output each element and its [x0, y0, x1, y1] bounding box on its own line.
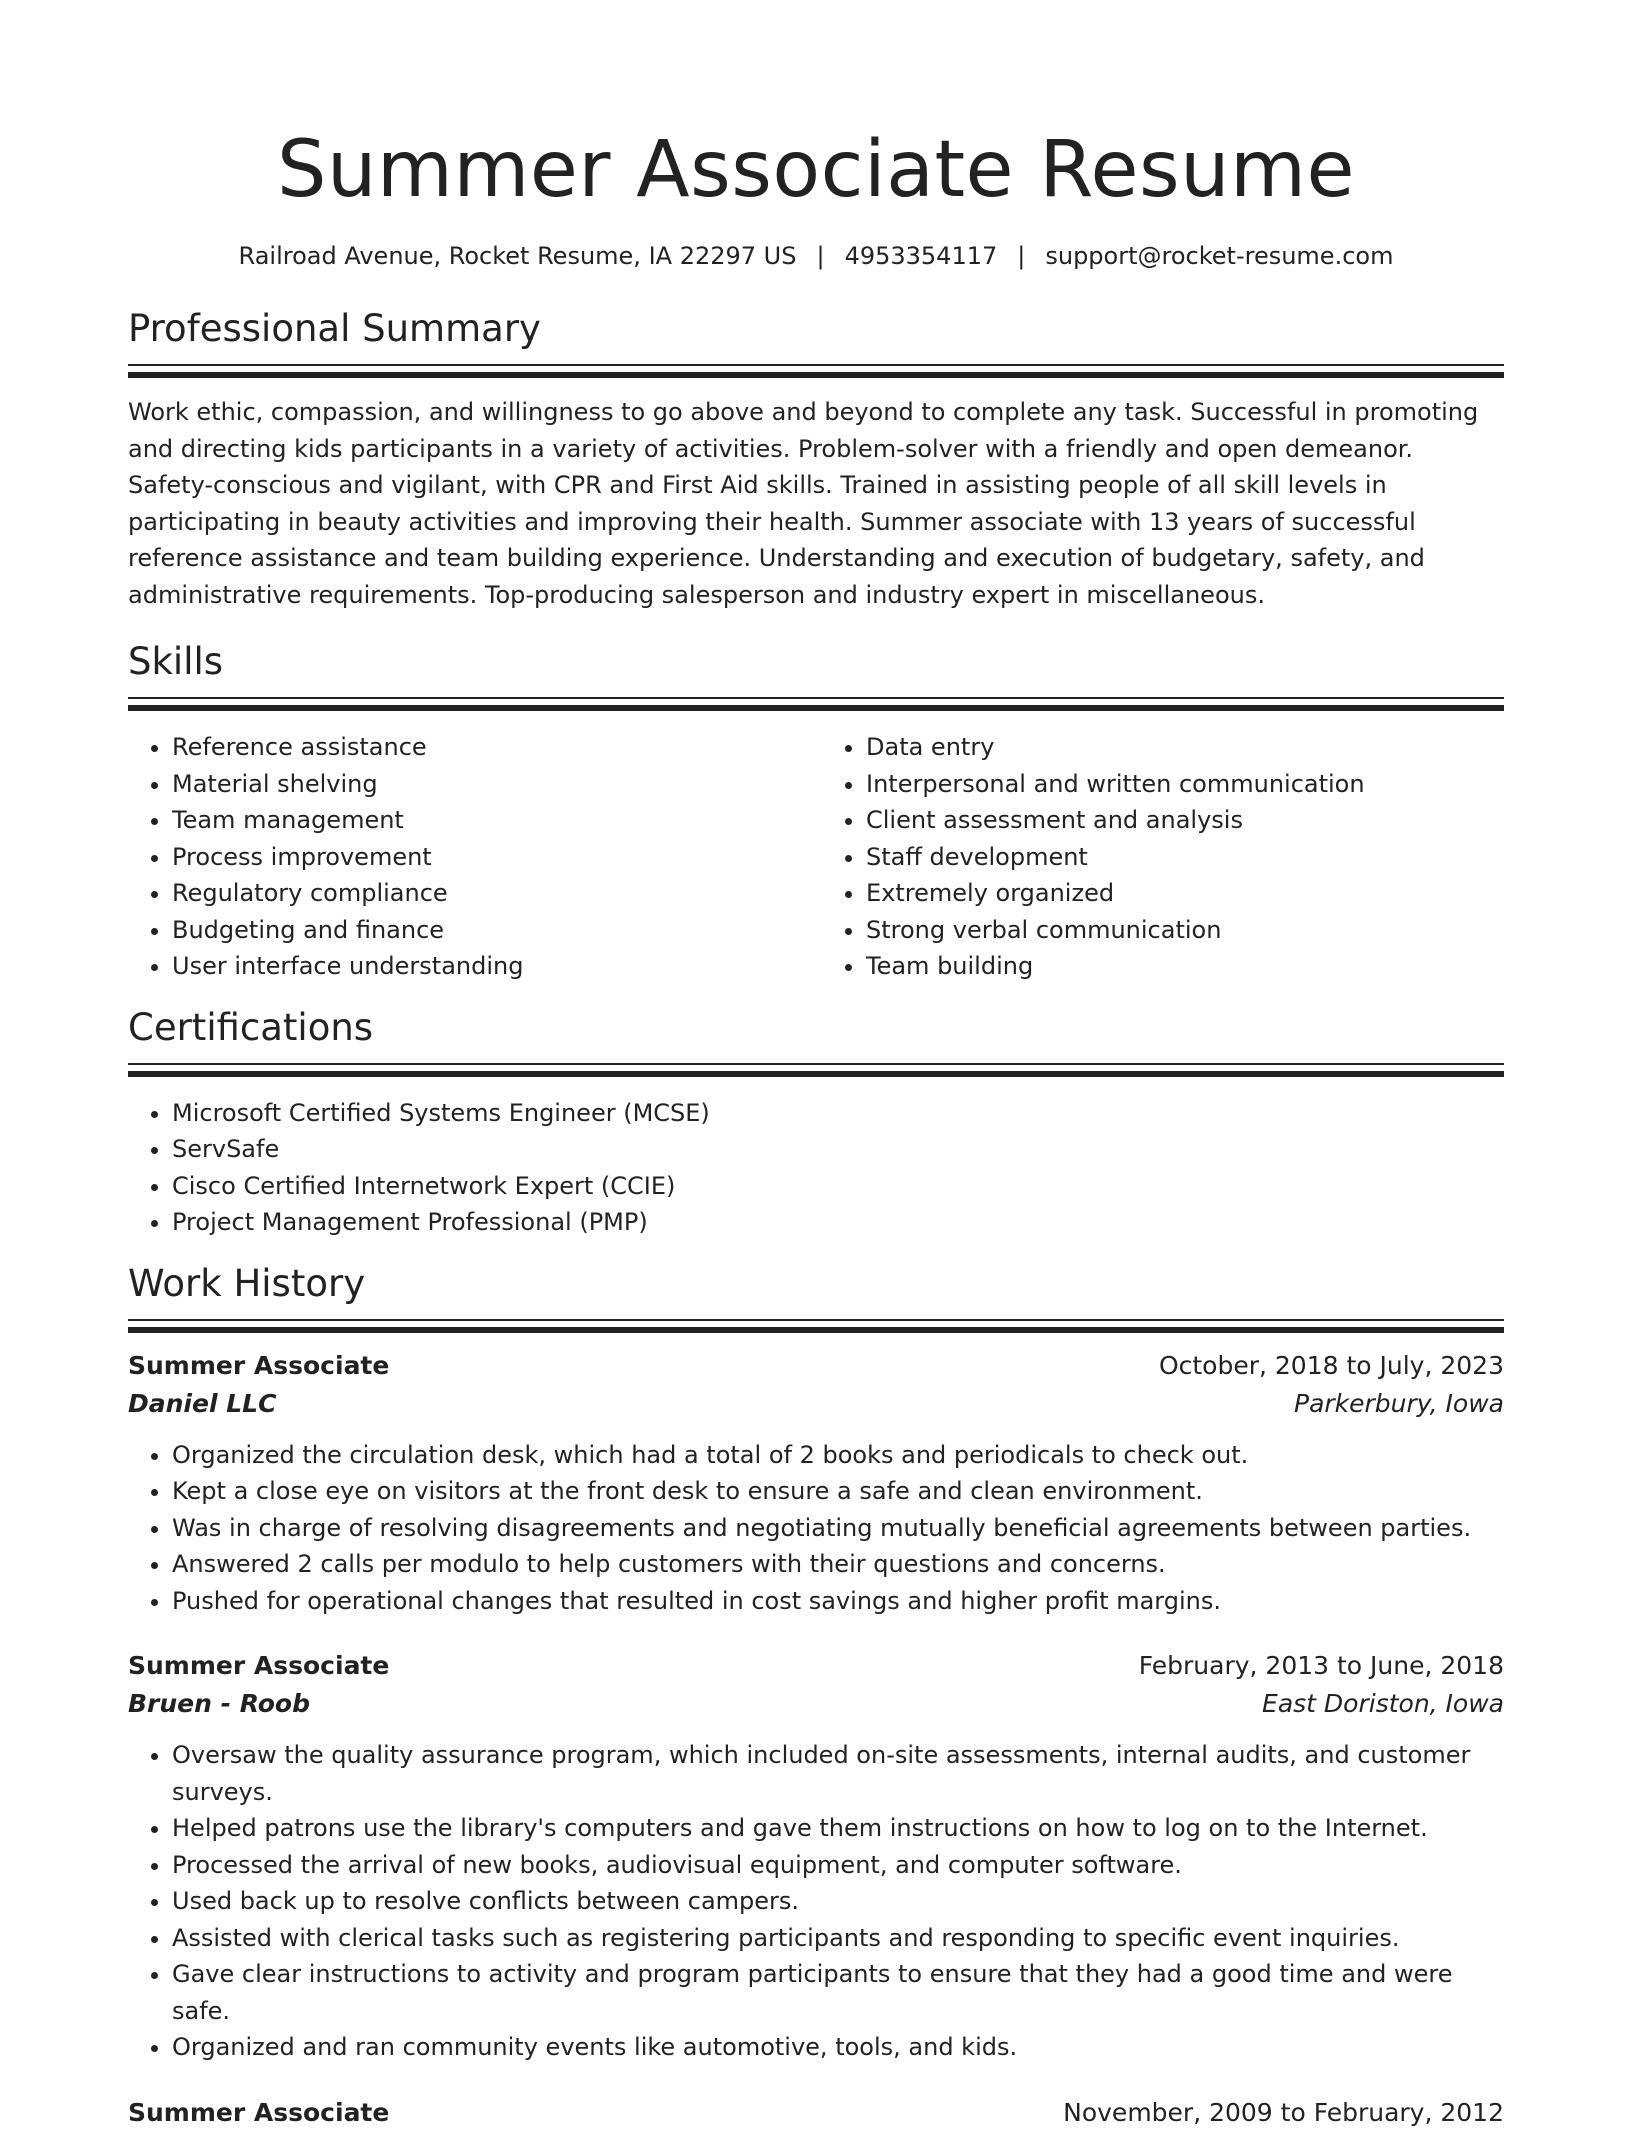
certification-item: • Microsoft Certified Systems Engineer (MCSE) [172, 1095, 1504, 1132]
section-divider [128, 1063, 1504, 1079]
skill-item: • User interface understanding [172, 948, 816, 985]
job-dates: February, 2013 to June, 2018 [1138, 1651, 1504, 1680]
job-title: Summer Associate [128, 1350, 390, 1380]
skills-list-left [128, 729, 816, 985]
contact-separator: | [816, 242, 825, 270]
skills-list-right [816, 729, 1504, 985]
work-history-section [128, 1261, 1504, 2132]
job-bullet: • Answered 2 calls per modulo to help customers with their questions and concerns. [172, 1546, 1504, 1583]
job-bullet: • Oversaw the quality assurance program, which included on-site assessments, internal audits, and customer surveys. [172, 1737, 1504, 1810]
skill-item: • Material shelving [172, 766, 816, 803]
skill-item: • Staff development [866, 839, 1504, 876]
skill-item: • Process improvement [172, 839, 816, 876]
resume-document [128, 0, 1504, 2132]
job-subheader [128, 1685, 1504, 1723]
job-bullet: • Gave clear instructions to activity and program participants to ensure that they had a good time and were safe. [172, 1956, 1504, 2029]
skill-item: • Team building [866, 948, 1504, 985]
contact-separator: | [1017, 242, 1026, 270]
job-dates: November, 2009 to February, 2012 [1063, 2097, 1504, 2127]
certification-item: • ServSafe [172, 1131, 1504, 1168]
contact-email[interactable]: support@rocket-resume.com [1045, 242, 1394, 270]
skills-columns [128, 713, 1504, 985]
skill-item: • Reference assistance [172, 729, 816, 766]
summary-text: Work ethic, compassion, and willingness to go above and beyond to complete any task. Successful in promoting and directing kids participants in a variety of activities. Problem-solver with a friendly and open demeanor. Safety-conscious and vigilant, with CPR and First Aid skills. Trained in assisting people of all skill levels in participating in beauty activities and improving their health. Summer associate with 13 years of successful reference assistance and team building experience. Understanding and execution of budgetary, safety, and administrative requirements. Top-producing salesperson and industry expert in miscellaneous. [128, 398, 1479, 609]
certification-item: • Cisco Certified Internetwork Expert (CCIE) [172, 1168, 1504, 1205]
job-company: Bruen - Roob [128, 1689, 310, 1718]
job-header [128, 1347, 1504, 1385]
job-location: Parkerbury, Iowa [1294, 1388, 1504, 1418]
skill-item: • Interpersonal and written communication [866, 766, 1504, 803]
skill-item: • Extremely organized [866, 875, 1504, 912]
job-bullet: • Processed the arrival of new books, audiovisual equipment, and computer software. [172, 1847, 1504, 1884]
certifications-section [128, 1005, 1504, 1241]
job-title: Summer Associate [128, 2097, 390, 2127]
contact-phone: 4953354117 [844, 242, 998, 270]
work-history-heading: Work History [128, 1261, 366, 1305]
certification-item: • Project Management Professional (PMP) [172, 1204, 1504, 1241]
contact-address: Railroad Avenue, Rocket Resume, IA 22297 US [238, 242, 797, 270]
certifications-list [128, 1095, 1504, 1241]
job-bullet: • Pushed for operational changes that resulted in cost savings and higher profit margins. [172, 1583, 1504, 1620]
job-bullet: • Organized the circulation desk, which had a total of 2 books and periodicals to check out. [172, 1437, 1504, 1474]
skill-item: • Regulatory compliance [172, 875, 816, 912]
job-dates: October, 2018 to July, 2023 [1158, 1350, 1504, 1380]
job-title: Summer Associate [128, 1651, 390, 1680]
job-bullet: • Organized and ran community events like automotive, tools, and kids. [172, 2029, 1504, 2066]
skill-item: • Client assessment and analysis [866, 802, 1504, 839]
job-bullet: • Was in charge of resolving disagreements and negotiating mutually beneficial agreements between parties. [172, 1510, 1504, 1547]
contact-line [128, 240, 1504, 272]
section-divider [128, 1319, 1504, 1335]
job-header [128, 2094, 1504, 2132]
job-entry [128, 1347, 1504, 1620]
certifications-heading: Certifications [128, 1005, 374, 1049]
job-location: East Doriston, Iowa [1262, 1689, 1504, 1718]
job-bullet: • Helped patrons use the library's computers and gave them instructions on how to log on to the Internet. [172, 1810, 1504, 1847]
job-bullet: • Kept a close eye on visitors at the front desk to ensure a safe and clean environment. [172, 1473, 1504, 1510]
job-company: Daniel LLC [128, 1388, 277, 1418]
summary-heading: Professional Summary [128, 307, 541, 350]
job-entry [128, 1647, 1504, 2066]
job-bullet: • Assisted with clerical tasks such as registering participants and responding to specific event inquiries. [172, 1920, 1504, 1957]
skills-section [128, 639, 1504, 985]
skills-heading: Skills [128, 640, 224, 683]
skill-item: • Team management [172, 802, 816, 839]
skill-item: • Strong verbal communication [866, 912, 1504, 949]
job-bullets [128, 1437, 1504, 1620]
section-divider [128, 364, 1504, 380]
job-bullets [128, 1737, 1504, 2066]
job-header [128, 1647, 1504, 1685]
job-bullet: • Used back up to resolve conflicts between campers. [172, 1883, 1504, 1920]
job-entry [128, 2094, 1504, 2132]
section-divider [128, 697, 1504, 713]
job-subheader [128, 1385, 1504, 1423]
resume-title: Summer Associate Resume [276, 125, 1356, 215]
skill-item: • Budgeting and finance [172, 912, 816, 949]
summary-section [128, 306, 1504, 613]
skill-item: • Data entry [866, 729, 1504, 766]
